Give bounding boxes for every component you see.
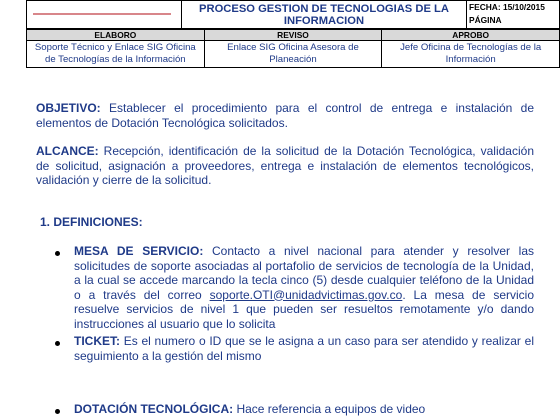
role-value-aprobo: Jefe Oficina de Tecnologías de la Información — [382, 41, 560, 68]
bullet-dot — [55, 409, 60, 414]
alcance-paragraph — [36, 144, 534, 188]
role-heading-aprobo: APROBO — [382, 30, 560, 41]
logo-divider — [33, 13, 171, 15]
section-title: 1. DEFINICIONES: — [40, 215, 143, 229]
definition-term: MESA DE SERVICIO: — [74, 244, 204, 258]
process-title: PROCESO GESTION DE TECNOLOGIAS DE LA INFORMACION — [182, 1, 467, 29]
definition-term: TICKET: — [74, 334, 120, 348]
objetivo-paragraph — [36, 101, 534, 130]
objetivo-text: Establecer el procedimiento para el control de entrega e instalación de elementos de Dotación Tecnológica solicitados. — [36, 101, 534, 130]
definition-mesa-de-servicio — [74, 244, 534, 331]
page-label: PÁGINA — [469, 14, 502, 25]
definition-dotacion-tecnologica — [74, 402, 534, 417]
role-value-reviso: Enlace SIG Oficina Asesora de Planeación — [204, 41, 382, 68]
document-header — [26, 0, 560, 76]
role-value-elaboro: Soporte Técnico y Enlace SIG Oficina de Tecnologías de la Información — [27, 41, 205, 68]
logo-cell — [27, 1, 182, 29]
alcance-text: Recepción, identificación de la solicitud de la Dotación Tecnológica, validación de solicitud, asignación a proveedores, entrega e instalación de elementos tecnológicos, validación y cierre de la solicitud. — [36, 144, 534, 187]
bullet-dot — [55, 251, 60, 256]
definition-text-cont: . La mesa de servicio resuelve servicios de nivel 1 que pueden ser resueltos remotamente y/o dando instrucciones al usuario que lo solicita — [74, 287, 534, 331]
alcance-label: ALCANCE: — [36, 144, 99, 158]
support-email-link[interactable]: soporte.OTI@unidadvictimas.gov.co — [209, 287, 403, 302]
bullet-dot — [55, 341, 60, 346]
header-table — [26, 0, 560, 29]
role-heading-elaboro: ELABORO — [27, 30, 205, 41]
role-heading-reviso: REVISO — [204, 30, 382, 41]
definition-text: Hace referencia a equipos de video — [233, 402, 426, 416]
definition-ticket — [74, 334, 534, 363]
header-meta — [467, 1, 560, 29]
date-label: FECHA: 15/10/2015 — [469, 1, 545, 12]
roles-table — [26, 29, 560, 68]
objetivo-label: OBJETIVO: — [36, 101, 101, 115]
definition-text: Es el numero o ID que se le asigna a un caso para ser atendido y realizar el seguimiento a la gestión del mismo — [74, 334, 534, 363]
definition-term: DOTACIÓN TECNOLÓGICA: — [74, 402, 234, 416]
definition-text: Contacto a nivel nacional para atender y resolver las solicitudes de soporte asociadas al portafolio de servicios de tecnología de la Unidad, a la cual se accede marcando la tecla cinco (5) desde cualquier teléfono de la Unidad o a través del correo — [74, 244, 535, 302]
